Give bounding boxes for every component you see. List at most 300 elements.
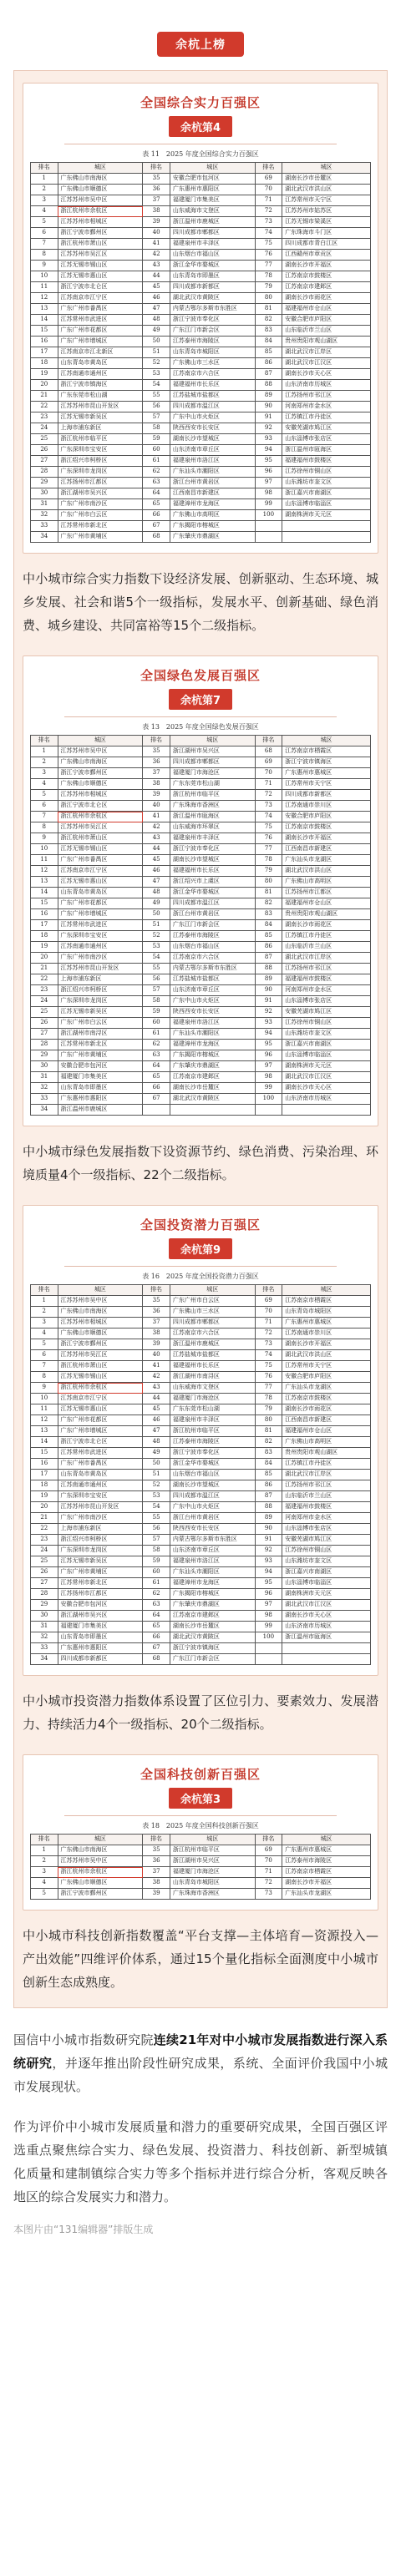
district-cell: 广东广州市南沙区 bbox=[58, 1513, 143, 1524]
table-header-cell: 城区 bbox=[170, 1835, 255, 1845]
district-cell: 上海市浦东新区 bbox=[58, 423, 143, 434]
district-cell: 广东广州市增城区 bbox=[58, 909, 143, 920]
rank-cell: 61 bbox=[143, 456, 170, 467]
district-cell: 江苏常州市新北区 bbox=[58, 521, 143, 532]
district-cell: 江苏扬州市江都区 bbox=[58, 478, 143, 488]
rank-cell: 96 bbox=[255, 1589, 282, 1600]
rank-cell: 13 bbox=[31, 1426, 58, 1437]
rank-cell: 69 bbox=[255, 757, 282, 768]
district-cell: 江苏南通市通州区 bbox=[58, 942, 143, 953]
rank-cell: 69 bbox=[255, 1296, 282, 1307]
table-row bbox=[31, 1361, 371, 1372]
rank-cell: 42 bbox=[143, 250, 170, 261]
district-cell: 山东青岛市城阳区 bbox=[170, 1878, 255, 1889]
rank-cell: 7 bbox=[31, 239, 58, 250]
table-row bbox=[31, 1072, 371, 1083]
table-row bbox=[31, 1513, 371, 1524]
district-cell bbox=[282, 532, 371, 543]
rank-cell: 21 bbox=[31, 1513, 58, 1524]
card-rank-badge: 余杭第4 bbox=[169, 116, 232, 137]
rank-cell: 72 bbox=[255, 1878, 282, 1889]
rank-cell: 40 bbox=[143, 1350, 170, 1361]
district-cell: 浙江金华市婺城区 bbox=[170, 888, 255, 898]
rank-cell: 100 bbox=[255, 1632, 282, 1643]
card-spacer bbox=[23, 637, 378, 655]
rank-cell: 27 bbox=[31, 1578, 58, 1589]
district-cell: 安徽合肥市庐阳区 bbox=[282, 812, 371, 822]
district-cell: 浙江宁波市鄞州区 bbox=[58, 768, 143, 779]
district-cell: 内蒙古鄂尔多斯市东胜区 bbox=[170, 1535, 255, 1546]
rank-cell: 45 bbox=[143, 855, 170, 866]
table-header-cell: 排名 bbox=[31, 1285, 58, 1296]
card-description: 中小城市绿色发展指数下设资源节约、绿色消费、污染治理、环境质量4个一级指标、22个二级指标。 bbox=[23, 1144, 378, 1182]
district-cell: 广东佛山市顺德区 bbox=[58, 185, 143, 195]
rank-cell: 40 bbox=[143, 228, 170, 239]
card-spacer bbox=[23, 1187, 378, 1205]
intro-paragraph-1 bbox=[0, 2028, 401, 2098]
table-row bbox=[31, 1470, 371, 1480]
district-cell: 上海市浦东新区 bbox=[58, 1524, 143, 1535]
rank-cell: 82 bbox=[255, 1437, 282, 1448]
table-row bbox=[31, 1622, 371, 1632]
district-cell: 江苏苏州市姑苏区 bbox=[282, 206, 371, 217]
district-cell: 河南郑州市金水区 bbox=[282, 402, 371, 412]
table-row bbox=[31, 855, 371, 866]
table-row bbox=[31, 1845, 371, 1856]
table-row bbox=[31, 801, 371, 812]
table-header-cell: 排名 bbox=[31, 163, 58, 174]
district-cell: 浙江宁波市鄞州区 bbox=[58, 228, 143, 239]
rank-cell: 79 bbox=[255, 282, 282, 293]
rank-cell: 49 bbox=[143, 898, 170, 909]
rank-cell: 80 bbox=[255, 293, 282, 304]
district-cell: 浙江杭州市余杭区 bbox=[58, 812, 143, 822]
table-row bbox=[31, 985, 371, 996]
district-cell: 江苏盐城市盐都区 bbox=[170, 1350, 255, 1361]
table-row bbox=[31, 391, 371, 402]
table-row bbox=[31, 1578, 371, 1589]
rank-cell: 75 bbox=[255, 239, 282, 250]
district-cell: 贵州贵阳市观山湖区 bbox=[282, 909, 371, 920]
district-cell: 山东青岛市即墨区 bbox=[58, 1083, 143, 1094]
district-cell: 福建福州市仓山区 bbox=[282, 898, 371, 909]
district-cell: 广东佛山市顺德区 bbox=[58, 1328, 143, 1339]
rank-cell: 45 bbox=[143, 1404, 170, 1415]
rank-cell: 5 bbox=[31, 1339, 58, 1350]
rank-cell: 6 bbox=[31, 801, 58, 812]
district-cell: 江苏南京市六合区 bbox=[170, 953, 255, 964]
card-title: 全国科技创新百强区 bbox=[140, 1767, 261, 1782]
rank-cell bbox=[255, 1643, 282, 1654]
card-spacer bbox=[23, 1736, 378, 1754]
table-header-row bbox=[31, 736, 371, 746]
district-cell: 福建泉州市洛江区 bbox=[170, 1556, 255, 1567]
table-row bbox=[31, 1083, 371, 1094]
district-cell: 江苏常州市天宁区 bbox=[282, 1361, 371, 1372]
district-cell: 江苏无锡市梁溪区 bbox=[282, 217, 371, 228]
rank-cell: 21 bbox=[31, 964, 58, 974]
district-cell: 福建福州市仓山区 bbox=[282, 1426, 371, 1437]
table-row bbox=[31, 282, 371, 293]
card-title: 全国综合实力百强区 bbox=[140, 95, 261, 110]
rank-cell: 19 bbox=[31, 942, 58, 953]
rank-cell: 90 bbox=[255, 1524, 282, 1535]
district-cell: 福建福州市仓山区 bbox=[282, 304, 371, 315]
card-rank-badge: 余杭第7 bbox=[169, 689, 232, 710]
table-row bbox=[31, 412, 371, 423]
table-row bbox=[31, 1546, 371, 1556]
rank-cell: 24 bbox=[31, 1546, 58, 1556]
district-cell: 湖北武汉市黄陂区 bbox=[170, 293, 255, 304]
table-row bbox=[31, 1383, 371, 1394]
table-header-cell: 城区 bbox=[170, 1285, 255, 1296]
table-row bbox=[31, 1372, 371, 1383]
table-row bbox=[31, 478, 371, 488]
rank-cell: 89 bbox=[255, 1513, 282, 1524]
district-cell: 广东广州市黄埔区 bbox=[58, 1050, 143, 1061]
district-cell: 福建泉州市洛江区 bbox=[170, 456, 255, 467]
rank-cell: 17 bbox=[31, 920, 58, 931]
table-row bbox=[31, 206, 371, 217]
district-cell: 浙江杭州市余杭区 bbox=[58, 1867, 143, 1878]
rank-cell: 3 bbox=[31, 1867, 58, 1878]
table-header-row bbox=[31, 1285, 371, 1296]
district-cell: 湖南长沙市天心区 bbox=[282, 1611, 371, 1622]
rank-cell: 50 bbox=[143, 337, 170, 347]
rank-cell: 2 bbox=[31, 1307, 58, 1318]
table-row bbox=[31, 1437, 371, 1448]
district-cell: 江苏扬州市江都区 bbox=[58, 1589, 143, 1600]
rank-cell: 85 bbox=[255, 1470, 282, 1480]
district-cell: 广东珠海市香洲区 bbox=[170, 1889, 255, 1900]
table-row bbox=[31, 1448, 371, 1459]
rank-cell: 55 bbox=[143, 964, 170, 974]
rank-cell: 83 bbox=[255, 909, 282, 920]
rank-cell: 21 bbox=[31, 391, 58, 402]
table-row bbox=[31, 812, 371, 822]
district-cell: 江苏常州市新北区 bbox=[58, 1578, 143, 1589]
table-row bbox=[31, 833, 371, 844]
table-row bbox=[31, 888, 371, 898]
district-cell: 江苏泰州市海陵区 bbox=[170, 931, 255, 942]
rank-cell: 35 bbox=[143, 1296, 170, 1307]
rank-cell: 97 bbox=[255, 1600, 282, 1611]
district-cell: 湖南长沙市望城区 bbox=[170, 855, 255, 866]
rank-cell: 50 bbox=[143, 1459, 170, 1470]
district-cell: 广东江门市新会区 bbox=[170, 920, 255, 931]
table-row bbox=[31, 1654, 371, 1665]
card-title: 全国绿色发展百强区 bbox=[140, 668, 261, 683]
district-cell: 广东惠州市惠阳区 bbox=[170, 185, 255, 195]
district-cell: 浙江杭州市余杭区 bbox=[58, 1383, 143, 1394]
rank-cell: 43 bbox=[143, 833, 170, 844]
rank-cell: 2 bbox=[31, 185, 58, 195]
district-cell: 福建厦门市集美区 bbox=[58, 1622, 143, 1632]
district-cell: 浙江杭州市萧山区 bbox=[58, 833, 143, 844]
district-cell: 安徽合肥市庐阳区 bbox=[282, 1372, 371, 1383]
table-row bbox=[31, 174, 371, 185]
rank-cell: 68 bbox=[143, 532, 170, 543]
district-cell: 福建福州市长乐区 bbox=[170, 380, 255, 391]
rank-cell: 35 bbox=[143, 1845, 170, 1856]
district-cell: 江苏扬州市邗江区 bbox=[282, 964, 371, 974]
rank-cell: 36 bbox=[143, 1307, 170, 1318]
rank-cell: 51 bbox=[143, 347, 170, 358]
district-cell: 安徽芜湖市鸠江区 bbox=[282, 423, 371, 434]
rank-cell: 5 bbox=[31, 790, 58, 801]
footer-note: 本图片由“131编辑器”排版生成 bbox=[13, 2224, 154, 2235]
district-cell: 贵州贵阳市观山湖区 bbox=[282, 1448, 371, 1459]
table-row bbox=[31, 1867, 371, 1878]
district-cell: 江苏常州市天宁区 bbox=[282, 195, 371, 206]
table-row bbox=[31, 964, 371, 974]
district-cell: 浙江杭州市临平区 bbox=[170, 790, 255, 801]
district-cell: 广东中山市火炬区 bbox=[170, 412, 255, 423]
district-cell: 浙江湖州市南浔区 bbox=[170, 1372, 255, 1383]
rank-cell: 1 bbox=[31, 746, 58, 757]
district-cell: 湖南长沙市岳麓区 bbox=[282, 174, 371, 185]
district-cell: 湖南长沙市望城区 bbox=[170, 434, 255, 445]
rank-cell: 14 bbox=[31, 315, 58, 326]
district-cell: 湖北武汉市江汉区 bbox=[282, 1600, 371, 1611]
table-header-cell: 排名 bbox=[255, 1285, 282, 1296]
district-cell: 江苏南通市通州区 bbox=[58, 369, 143, 380]
table-row bbox=[31, 358, 371, 369]
district-cell: 浙江宁波市奉化区 bbox=[170, 315, 255, 326]
rank-cell: 76 bbox=[255, 833, 282, 844]
district-cell: 山东青岛市城阳区 bbox=[170, 347, 255, 358]
rank-cell: 87 bbox=[255, 369, 282, 380]
district-cell: 江苏无锡市新吴区 bbox=[58, 1556, 143, 1567]
district-cell: 广东佛山市南海区 bbox=[58, 174, 143, 185]
rank-cell: 63 bbox=[143, 1050, 170, 1061]
rank-cell: 49 bbox=[143, 326, 170, 337]
table-row bbox=[31, 315, 371, 326]
rank-cell: 83 bbox=[255, 1448, 282, 1459]
rank-cell: 58 bbox=[143, 423, 170, 434]
rank-cell: 44 bbox=[143, 1394, 170, 1404]
rank-cell: 62 bbox=[143, 1589, 170, 1600]
table-row bbox=[31, 844, 371, 855]
district-cell: 广东佛山市三水区 bbox=[170, 1307, 255, 1318]
rank-cell: 26 bbox=[31, 1567, 58, 1578]
district-cell: 江苏常州市新北区 bbox=[58, 1040, 143, 1050]
table-header-cell: 排名 bbox=[31, 1835, 58, 1845]
rank-cell: 38 bbox=[143, 206, 170, 217]
district-cell: 山东潍坊市奎文区 bbox=[282, 1556, 371, 1567]
rank-cell: 85 bbox=[255, 931, 282, 942]
district-cell: 山东青岛市黄岛区 bbox=[58, 888, 143, 898]
rank-cell: 47 bbox=[143, 877, 170, 888]
rank-cell: 93 bbox=[255, 434, 282, 445]
rank-cell: 26 bbox=[31, 445, 58, 456]
district-cell: 湖南长沙市雨花区 bbox=[282, 920, 371, 931]
intro-text-end: ，并逐年推出阶段性研究成果，系统、全面评价我国中小城市发展现状。 bbox=[13, 2056, 388, 2094]
rank-cell: 60 bbox=[143, 1018, 170, 1029]
rank-cell: 29 bbox=[31, 1600, 58, 1611]
district-cell: 湖南株洲市天元区 bbox=[282, 1589, 371, 1600]
table-row bbox=[31, 228, 371, 239]
district-cell: 湖南长沙市雨花区 bbox=[282, 293, 371, 304]
card-head bbox=[30, 94, 371, 137]
table-row bbox=[31, 1307, 371, 1318]
table-row bbox=[31, 779, 371, 790]
district-cell: 江苏南京市鼓楼区 bbox=[282, 822, 371, 833]
table-row bbox=[31, 1480, 371, 1491]
rank-cell: 72 bbox=[255, 790, 282, 801]
rank-cell: 34 bbox=[31, 1654, 58, 1665]
rank-cell: 43 bbox=[143, 261, 170, 271]
table-row bbox=[31, 877, 371, 888]
rank-cell: 64 bbox=[143, 1611, 170, 1622]
district-cell: 江苏苏州市昆山开发区 bbox=[58, 1502, 143, 1513]
district-cell: 江苏南京市六合区 bbox=[170, 1328, 255, 1339]
district-cell: 江西南昌市新建区 bbox=[170, 488, 255, 499]
rank-cell: 3 bbox=[31, 195, 58, 206]
district-cell: 江西赣州市章贡区 bbox=[282, 250, 371, 261]
district-cell: 浙江湖州市吴兴区 bbox=[170, 1856, 255, 1867]
table-row bbox=[31, 1007, 371, 1018]
rank-cell: 4 bbox=[31, 779, 58, 790]
table-row bbox=[31, 423, 371, 434]
district-cell: 四川成都市郫都区 bbox=[170, 1318, 255, 1328]
district-cell: 江苏南京市江宁区 bbox=[58, 293, 143, 304]
rank-cell: 16 bbox=[31, 909, 58, 920]
district-cell: 广东广州市黄埔区 bbox=[58, 1567, 143, 1578]
district-cell: 广东惠州市惠城区 bbox=[282, 768, 371, 779]
ranking-table bbox=[30, 1834, 371, 1900]
district-cell: 浙江温州市鹿城区 bbox=[170, 217, 255, 228]
district-cell: 广东汕头市潮阳区 bbox=[170, 1567, 255, 1578]
district-cell: 江苏苏州市吴中区 bbox=[58, 746, 143, 757]
district-cell: 广东珠海市斗门区 bbox=[282, 228, 371, 239]
intro-paragraph-2: 作为评价中小城市发展质量和潜力的重要研究成果，全国百强区评选重点聚焦综合实力、绿色发展、投资潜力、科技创新、新型城镇化质量和建制镇综合实力等多个指标并进行综合分析，客观反映各地区的综合发展实力和潜力。 bbox=[13, 2119, 388, 2204]
district-cell: 江苏无锡市锡山区 bbox=[58, 844, 143, 855]
ranking-table bbox=[30, 735, 371, 1116]
rank-cell: 56 bbox=[143, 974, 170, 985]
district-cell: 广东广州市白云区 bbox=[58, 510, 143, 521]
rank-cell: 71 bbox=[255, 195, 282, 206]
table-row bbox=[31, 532, 371, 543]
rank-cell: 8 bbox=[31, 822, 58, 833]
table-header-cell: 排名 bbox=[31, 736, 58, 746]
table-row bbox=[31, 445, 371, 456]
rank-cell: 31 bbox=[31, 1072, 58, 1083]
rank-cell: 39 bbox=[143, 790, 170, 801]
rank-cell: 79 bbox=[255, 866, 282, 877]
district-cell: 江苏南京市建邺区 bbox=[170, 1072, 255, 1083]
rank-cell: 64 bbox=[143, 488, 170, 499]
header-tag: 余杭上榜 bbox=[157, 32, 244, 57]
rank-cell: 25 bbox=[31, 1556, 58, 1567]
rank-cell: 30 bbox=[31, 1061, 58, 1072]
table-row bbox=[31, 1459, 371, 1470]
district-cell: 广东佛山市南海区 bbox=[58, 1307, 143, 1318]
rank-cell: 91 bbox=[255, 996, 282, 1007]
district-cell: 浙江宁波市镇海区 bbox=[282, 757, 371, 768]
rank-cell: 83 bbox=[255, 326, 282, 337]
rank-cell: 41 bbox=[143, 812, 170, 822]
rank-cell: 98 bbox=[255, 1611, 282, 1622]
rank-cell: 57 bbox=[143, 1535, 170, 1546]
rank-cell: 84 bbox=[255, 1459, 282, 1470]
district-cell: 江苏徐州市铜山区 bbox=[282, 467, 371, 478]
table-row bbox=[31, 402, 371, 412]
table-row bbox=[31, 326, 371, 337]
rank-cell: 48 bbox=[143, 315, 170, 326]
district-cell: 安徽芜湖市鸠江区 bbox=[282, 1535, 371, 1546]
table-row bbox=[31, 1889, 371, 1900]
district-cell: 江苏徐州市铜山区 bbox=[282, 1018, 371, 1029]
district-cell: 广东揭阳市榕城区 bbox=[170, 521, 255, 532]
rank-cell: 65 bbox=[143, 1072, 170, 1083]
district-cell: 江苏南通市通州区 bbox=[58, 1480, 143, 1491]
district-cell: 浙江宁波市奉化区 bbox=[170, 844, 255, 855]
rank-cell: 30 bbox=[31, 1611, 58, 1622]
table-header-cell: 城区 bbox=[282, 1285, 371, 1296]
table-row bbox=[31, 467, 371, 478]
intro-text-bold: 连续21年对中小城市发展指数进行深入系统研究 bbox=[13, 2032, 388, 2071]
district-cell: 广东肇庆市鼎湖区 bbox=[170, 1061, 255, 1072]
rank-cell: 20 bbox=[31, 953, 58, 964]
district-cell: 浙江湖州市吴兴区 bbox=[170, 746, 255, 757]
rank-cell: 10 bbox=[31, 1394, 58, 1404]
rank-cell: 48 bbox=[143, 888, 170, 898]
district-cell: 广东深圳市宝安区 bbox=[58, 445, 143, 456]
rank-cell: 59 bbox=[143, 1007, 170, 1018]
district-cell: 山东济南市章丘区 bbox=[170, 985, 255, 996]
district-cell: 浙江宁波市镇海区 bbox=[170, 1643, 255, 1654]
rank-cell: 20 bbox=[31, 1502, 58, 1513]
district-cell: 江苏南京市鼓楼区 bbox=[282, 271, 371, 282]
table-row bbox=[31, 1061, 371, 1072]
rank-cell: 51 bbox=[143, 1470, 170, 1480]
rank-cell: 13 bbox=[31, 877, 58, 888]
card-head bbox=[30, 1765, 371, 1809]
district-cell: 湖南长沙市天心区 bbox=[282, 1083, 371, 1094]
table-row bbox=[31, 1094, 371, 1105]
district-cell: 广东广州市增城区 bbox=[58, 337, 143, 347]
table-row bbox=[31, 1105, 371, 1116]
rank-cell bbox=[255, 521, 282, 532]
table-row bbox=[31, 1632, 371, 1643]
district-cell: 山东青岛市黄岛区 bbox=[58, 358, 143, 369]
table-row bbox=[31, 499, 371, 510]
rank-cell: 94 bbox=[255, 445, 282, 456]
district-cell: 浙江温州市鹿城区 bbox=[170, 1339, 255, 1350]
district-cell: 湖北武汉市洪山区 bbox=[282, 185, 371, 195]
district-cell: 浙江宁波市镇海区 bbox=[58, 380, 143, 391]
rank-cell: 12 bbox=[31, 866, 58, 877]
rank-cell: 82 bbox=[255, 898, 282, 909]
district-cell: 山东潍坊市奎文区 bbox=[282, 478, 371, 488]
rank-cell: 74 bbox=[255, 1350, 282, 1361]
rank-cell: 100 bbox=[255, 1094, 282, 1105]
district-cell: 浙江台州市黄岩区 bbox=[170, 909, 255, 920]
district-cell: 福建泉州市洛江区 bbox=[170, 1018, 255, 1029]
rank-cell: 6 bbox=[31, 1350, 58, 1361]
rank-cell: 40 bbox=[143, 801, 170, 812]
district-cell: 福建厦门市海沧区 bbox=[170, 768, 255, 779]
rank-cell: 1 bbox=[31, 174, 58, 185]
rank-cell: 55 bbox=[143, 1513, 170, 1524]
rank-cell: 98 bbox=[255, 488, 282, 499]
table-row bbox=[31, 909, 371, 920]
table-row bbox=[31, 1600, 371, 1611]
rank-cell: 92 bbox=[255, 1007, 282, 1018]
rank-cell: 44 bbox=[143, 271, 170, 282]
rank-cell: 32 bbox=[31, 1083, 58, 1094]
